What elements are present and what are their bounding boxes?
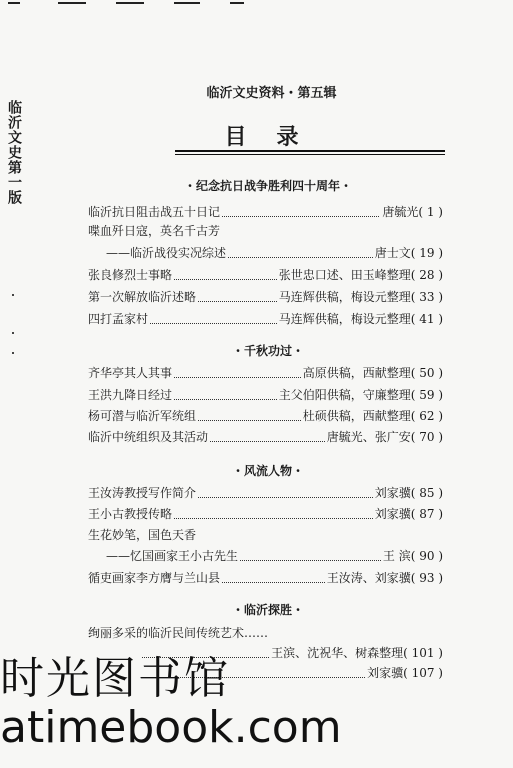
scan-speck [12,332,14,334]
watermark-chinese: 时光图书馆 [0,653,230,704]
entry-title: 绚丽多采的临沂民间传统艺术…… [88,626,269,640]
toc-entry[interactable] [88,388,443,403]
toc-entry[interactable] [88,571,443,586]
entry-page: ( 59 ) [410,388,443,402]
title-rule [175,150,445,152]
entry-author: 主父伯阳供稿，守廉整理 [278,388,411,402]
toc-entry[interactable] [106,246,443,261]
watermark-url: atimebook.com [0,702,342,753]
top-edge-marks [0,0,513,8]
entry-page: ( 93 ) [410,571,443,585]
entry-title: 循吏画家李方膺与兰山县 [88,571,221,585]
entry-page: ( 85 ) [410,486,443,500]
entry-author: 王汝涛、刘家骥 [326,571,411,585]
section-heading: ・临沂探胜・ [231,603,304,617]
toc-entry[interactable] [88,430,443,445]
entry-title: 王汝涛教授写作简介 [88,486,197,500]
entry-author: 刘家骥 [367,666,404,680]
entry-title: 临沂抗日阻击战五十日记 [88,205,221,219]
entry-author: 唐毓光 [382,205,419,219]
entry-author: 马连辉供稿，梅设元整理 [278,312,411,326]
entry-title: 喋血歼日寇，英名千古芳 [88,224,221,238]
entry-author: 王滨、沈祝华、树森整理 [271,646,404,660]
toc-entry[interactable] [88,626,443,641]
section-heading: ・风流人物・ [231,464,304,478]
entry-title: 临沂中统组织及其活动 [88,430,209,444]
entry-title: 王小古教授传略 [88,507,173,521]
entry-page: ( 1 ) [418,205,443,219]
entry-page: ( 50 ) [410,366,443,380]
entry-page: ( 19 ) [410,246,443,260]
spine-label: 临沂文史第一版 [6,100,22,205]
entry-page: ( 33 ) [410,290,443,304]
entry-author: 马连辉供稿，梅设元整理 [278,290,411,304]
entry-page: ( 101 ) [403,646,443,660]
toc-entry[interactable] [106,549,443,564]
entry-page: ( 28 ) [410,268,443,282]
entry-page: ( 87 ) [410,507,443,521]
entry-title: 张良修烈士事略 [88,268,173,282]
page-title: 目录 [224,125,329,150]
toc-entry[interactable] [88,507,443,522]
series-title: 临沂文史资料・第五辑 [206,86,337,101]
entry-author: 唐士文 [374,246,411,260]
toc-entry[interactable] [88,312,443,327]
entry-title: 齐华亭其人其事 [88,366,173,380]
entry-page: ( 70 ) [410,430,443,444]
scan-speck [12,294,14,296]
entry-page: ( 90 ) [410,549,443,563]
entry-title: 王洪九降日经过 [88,388,173,402]
toc-entry[interactable] [88,268,443,283]
entry-author: 刘家骥 [374,507,411,521]
toc-entry[interactable] [88,205,443,220]
entry-author: 杜硕供稿，西献整理 [302,409,411,423]
toc-entry[interactable] [88,224,443,239]
section-heading: ・纪念抗日战争胜利四十周年・ [183,179,352,193]
entry-title: 生花妙笔，国色天香 [88,528,197,542]
entry-page: ( 107 ) [403,666,443,680]
title-rule-thin [175,154,445,155]
entry-author: 唐毓光、张广安 [326,430,411,444]
toc-entry[interactable] [88,409,443,424]
toc-entry[interactable] [88,366,443,381]
entry-title: 杨可潜与临沂军统组 [88,409,197,423]
entry-page: ( 41 ) [410,312,443,326]
toc-entry[interactable] [88,486,443,501]
entry-title: ——临沂战役实况综述 [106,246,227,260]
entry-author: 王 滨 [382,549,411,563]
toc-entry[interactable] [88,528,443,543]
toc-entry[interactable] [88,290,443,305]
entry-title: ——忆国画家王小古先生 [106,549,239,563]
entry-author: 刘家骥 [374,486,411,500]
entry-author: 高原供稿，西献整理 [302,366,411,380]
scan-speck [12,352,14,354]
entry-title: 四打孟家村 [88,312,149,326]
entry-author: 张世忠口述、田玉峰整理 [278,268,411,282]
entry-title: 第一次解放临沂述略 [88,290,197,304]
section-heading: ・千秋功过・ [231,344,304,358]
entry-page: ( 62 ) [410,409,443,423]
